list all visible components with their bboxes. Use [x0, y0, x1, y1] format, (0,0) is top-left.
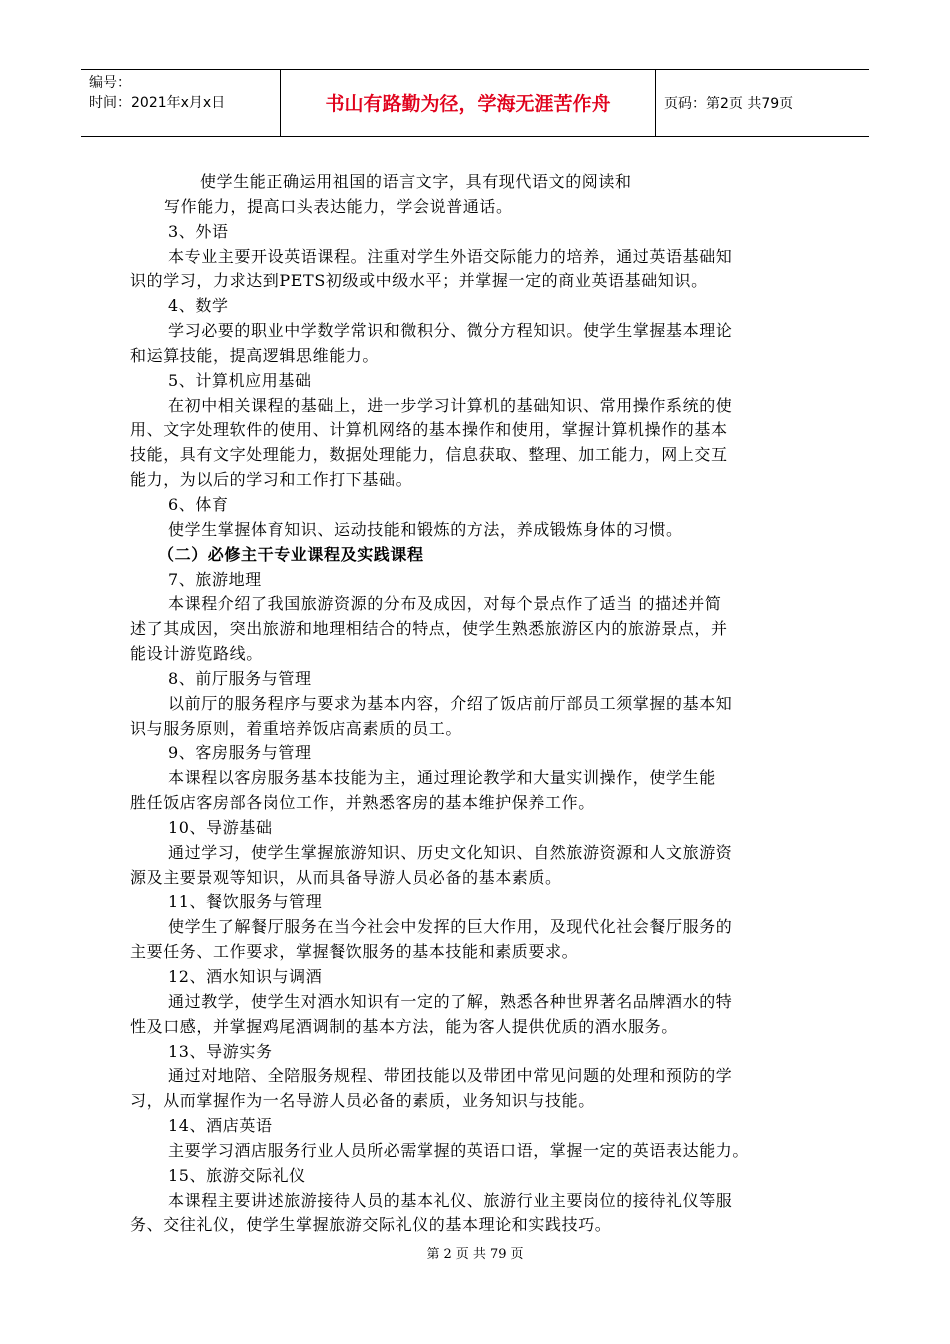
- document-body: [130, 170, 830, 1238]
- footer-page-mid: 页 共: [455, 1247, 486, 1262]
- section-heading: 7、旅游地理: [168, 569, 262, 589]
- body-line: 使学生掌握体育知识、运动技能和锻炼的方法，养成锻炼身体的习惯。: [168, 519, 683, 539]
- body-line: 本课程主要讲述旅游接待人员的基本礼仪、旅游行业主要岗位的接待礼仪等服: [168, 1190, 733, 1210]
- body-line: 写作能力，提高口头表达能力，学会说普通话。: [164, 196, 513, 216]
- section-heading: 5、计算机应用基础: [168, 370, 312, 390]
- body-line: 主要任务、工作要求，掌握餐饮服务的基本技能和素质要求。: [130, 942, 579, 962]
- document-header: [81, 69, 869, 137]
- body-line: 通过教学，使学生对酒水知识有一定的了解，熟悉各种世界著名品牌酒水的特: [168, 991, 733, 1011]
- section-heading: 3、外语: [168, 221, 229, 241]
- body-line: 胜任饭店客房部各岗位工作，并熟悉客房的基本维护保养工作。: [130, 793, 595, 813]
- body-line: 本课程介绍了我国旅游资源的分布及成因，对每个景点作了适当 的描述并简: [168, 594, 722, 614]
- body-line: 使学生能正确运用祖国的语言文字，具有现代语文的阅读和: [200, 172, 632, 191]
- section-heading: 12、酒水知识与调酒: [168, 967, 323, 986]
- section-heading: 10、导游基础: [168, 817, 273, 837]
- body-line: 本专业主要开设英语课程。注重对学生外语交际能力的培养，通过英语基础知: [168, 246, 733, 266]
- page-footer: [0, 1246, 950, 1264]
- chapter-heading: （二）必修主干专业课程及实践课程: [158, 544, 424, 564]
- section-heading: 9、客房服务与管理: [168, 743, 312, 763]
- section-heading: 6、体育: [168, 494, 229, 514]
- body-line: 本课程以客房服务基本技能为主，通过理论教学和大量实训操作，使学生能: [168, 768, 716, 788]
- body-line: 性及口感，并掌握鸡尾酒调制的基本方法，能为客人提供优质的酒水服务。: [130, 1016, 678, 1036]
- header-motto: 书山有路勤为径，学海无涯苦作舟: [325, 93, 611, 115]
- body-line: 用、文字处理软件的使用、计算机网络的基本操作和使用，掌握计算机操作的基本: [130, 420, 728, 440]
- body-line: 主要学习酒店服务行业人员所必需掌握的英语口语，掌握一定的英语表达能力。: [168, 1140, 750, 1160]
- document-number-label: 编号：: [89, 75, 131, 91]
- body-line: 务、交往礼仪，使学生掌握旅游交际礼仪的基本理论和实践技巧。: [130, 1215, 612, 1235]
- body-line: 以前厅的服务程序与要求为基本内容，介绍了饭店前厅部员工须掌握的基本知: [168, 693, 733, 713]
- body-line: 在初中相关课程的基础上，进一步学习计算机的基础知识、常用操作系统的使: [168, 395, 733, 415]
- header-divider: [655, 70, 656, 136]
- footer-page-prefix: 第: [426, 1247, 440, 1262]
- body-line: 通过对地陪、全陪服务规程、带团技能以及带团中常见问题的处理和预防的学: [168, 1066, 733, 1086]
- body-line: 通过学习，使学生掌握旅游知识、历史文化知识、自然旅游资源和人文旅游资: [168, 842, 733, 862]
- section-heading: 13、导游实务: [168, 1041, 273, 1061]
- section-heading: 8、前厅服务与管理: [168, 668, 312, 688]
- body-line: 能力，为以后的学习和工作打下基础。: [130, 470, 413, 490]
- body-line: 习，从而掌握作为一名导游人员必备的素质，业务知识与技能。: [130, 1091, 595, 1111]
- body-line: 源及主要景观等知识，从而具备导游人员必备的基本素质。: [130, 867, 562, 887]
- section-heading: 11、餐饮服务与管理: [168, 892, 323, 912]
- document-time-label: 时间：2021年x月x日: [89, 95, 226, 111]
- body-line: 学习必要的职业中学数学常识和微积分、微分方程知识。使学生掌握基本理论: [168, 321, 733, 341]
- body-line: 述了其成因，突出旅游和地理相结合的特点，使学生熟悉旅游区内的旅游景点，并: [130, 619, 728, 639]
- body-line: 能设计游览路线。: [130, 644, 263, 664]
- body-line: 识与服务原则，着重培养饭店高素质的员工。: [130, 718, 463, 738]
- section-heading: 14、酒店英语: [168, 1116, 273, 1136]
- footer-page-total: 79: [489, 1247, 507, 1262]
- footer-page-current: 2: [443, 1247, 452, 1262]
- footer-page-suffix: 页: [510, 1247, 524, 1262]
- body-line: 技能，具有文字处理能力，数据处理能力，信息获取、整理、加工能力，网上交互: [130, 445, 728, 465]
- body-line: 和运算技能，提高逻辑思维能力。: [130, 345, 380, 365]
- header-page-info: 页码：第2页 共79页: [664, 96, 794, 112]
- header-meta: [89, 73, 225, 113]
- section-heading: 4、数学: [168, 296, 229, 316]
- section-heading: 15、旅游交际礼仪: [168, 1165, 306, 1185]
- body-line: 识的学习，力求达到PETS初级或中级水平；并掌握一定的商业英语基础知识。: [130, 271, 708, 291]
- body-line: 使学生了解餐厅服务在当今社会中发挥的巨大作用，及现代化社会餐厅服务的: [168, 917, 733, 937]
